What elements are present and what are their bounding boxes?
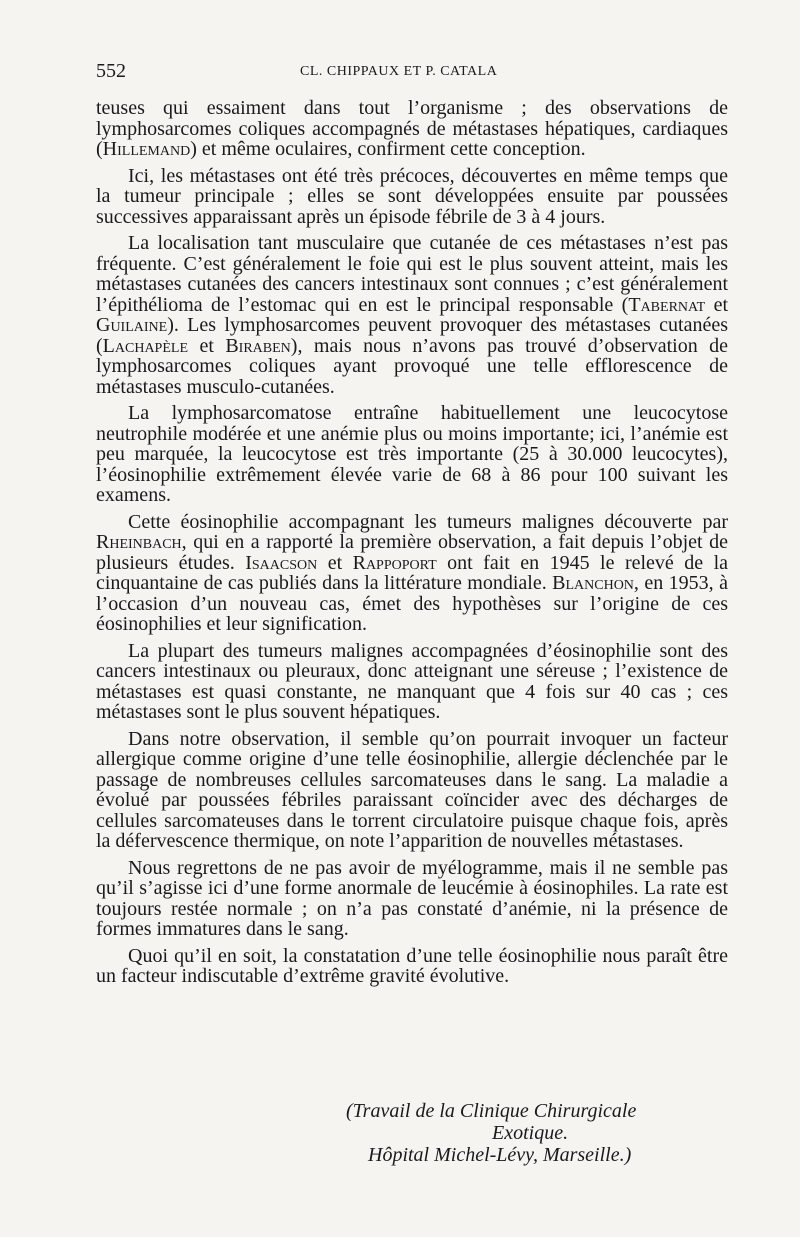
institution-signature bbox=[340, 1100, 720, 1166]
paragraph bbox=[96, 641, 728, 723]
paragraph-text: et bbox=[317, 551, 353, 574]
author-name: Lachapèle bbox=[102, 334, 188, 357]
paragraph bbox=[96, 946, 728, 987]
paragraph-text: La localisation tant musculaire que cutanée de ces métastases n’est pas fréquente. C’est généralement le foie qui est le plus souvent atteint, mais les métastases cutanées des cancers intestinaux sont connues ; c’est généralement l’épithélioma de l’estomac qui en est le principal responsable ( bbox=[96, 232, 728, 316]
paragraph-text: Cette éosinophilie accompagnant les tumeurs malignes découverte par bbox=[128, 510, 728, 533]
paragraph bbox=[96, 98, 728, 160]
paragraph-text: , qui en a rapporté la première observation, a fait depuis l’objet de plusieurs études. bbox=[96, 531, 728, 574]
signature-line-3: Hôpital Michel-Lévy, Marseille.) bbox=[368, 1144, 632, 1166]
paragraph bbox=[96, 166, 728, 228]
author-name: Blanchon bbox=[552, 572, 634, 594]
running-header bbox=[96, 60, 724, 86]
page-number: 552 bbox=[96, 60, 126, 82]
paragraph-text: Dans notre observation, il semble qu’on pourrait invoquer un facteur allergique comme origine d’une telle éosinophilie, allergie déclenchée par le passage de nombreuses cellules sarcomateuses dans le sang. La maladie a évolué par poussées fébriles paraissant coïncider avec des décharges de cellules sarcomateuses dans le torrent circulatoire puisque chaque fois, après la défervescence thermique, on note l’apparition de nouvelles métastases. bbox=[96, 727, 728, 852]
author-name: Hillemand bbox=[102, 138, 191, 160]
paragraph-text: et bbox=[188, 334, 226, 357]
signature-line-2: Exotique. bbox=[492, 1122, 569, 1144]
paragraph-text: Quoi qu’il en soit, la constatation d’une telle éosinophilie nous paraît être un facteur indiscutable d’extrême gravité évolutive. bbox=[96, 944, 728, 987]
signature-line-1: (Travail de la Clinique Chirurgicale bbox=[346, 1100, 637, 1122]
paragraph bbox=[96, 233, 728, 397]
paragraph-text: et bbox=[705, 293, 729, 316]
paragraph-text: ), mais nous n’avons pas trouvé d’observation de lymphosarcomes coliques ayant provoqué une telle efflorescence de métastases musculo-cutanées. bbox=[96, 334, 729, 398]
paragraph-text: ). Les lymphosarcomes peuvent provoquer des métastases cutanées ( bbox=[96, 314, 728, 357]
paragraph-text: teuses qui essaiment dans tout l’organisme ; des observations de lymphosarcomes coliques accompagnés de métastases hépatiques, cardiaques ( bbox=[96, 97, 728, 160]
paragraph-text: ont fait en 1945 le relevé de la cinquantaine de cas publiés dans la littérature mondiale. bbox=[96, 551, 729, 594]
paragraph-text: Nous regrettons de ne pas avoir de myélogramme, mais il ne semble pas qu’il s’agisse ici d’une forme anormale de leucémie à éosinophiles. La rate est toujours restée normale ; on n’a pas constaté d’anémie, ni la présence de formes immatures dans le sang. bbox=[96, 856, 728, 940]
author-name: Biraben bbox=[225, 334, 291, 357]
paragraph bbox=[96, 512, 728, 635]
paragraph bbox=[96, 729, 728, 852]
author-name: Tabernat bbox=[628, 293, 706, 316]
header-authors: CL. CHIPPAUX ET P. CATALA bbox=[300, 64, 498, 79]
paragraph bbox=[96, 858, 728, 940]
author-name: Isaacson bbox=[245, 551, 318, 574]
author-name: Rheinbach bbox=[96, 531, 182, 553]
author-name: Rappoport bbox=[352, 551, 437, 574]
article-body bbox=[96, 98, 728, 993]
paragraph-text: ) et même oculaires, confirment cette conception. bbox=[190, 138, 586, 160]
paragraph-text: Ici, les métastases ont été très précoces, découvertes en même temps que la tumeur principale ; elles se sont développées ensuite par poussées successives apparaissant après un épisode fébrile de 3 à 4 jours. bbox=[96, 164, 728, 228]
paragraph-text: La lymphosarcomatose entraîne habituellement une leucocytose neutrophile modérée et une anémie plus ou moins importante; ici, l’anémie est peu marquée, la leucocytose est très importante (25 à 30.000 leucocytes), l’éosinophilie extrêmement élevée varie de 68 à 86 pour 100 suivant les examens. bbox=[96, 402, 728, 506]
paragraph-text: , en 1953, à l’occasion d’un nouveau cas, émet des hypothèses sur l’origine de ces éosinophilies et leur signification. bbox=[96, 572, 728, 635]
paragraph-text: La plupart des tumeurs malignes accompagnées d’éosinophilie sont des cancers intestinaux ou pleuraux, donc atteignant une séreuse ; l’existence de métastases est quasi constante, ne manquant que 4 fois sur 40 cas ; ces métastases sont le plus souvent hépatiques. bbox=[96, 639, 728, 723]
author-name: Guilaine bbox=[96, 314, 168, 336]
paragraph bbox=[96, 403, 728, 506]
